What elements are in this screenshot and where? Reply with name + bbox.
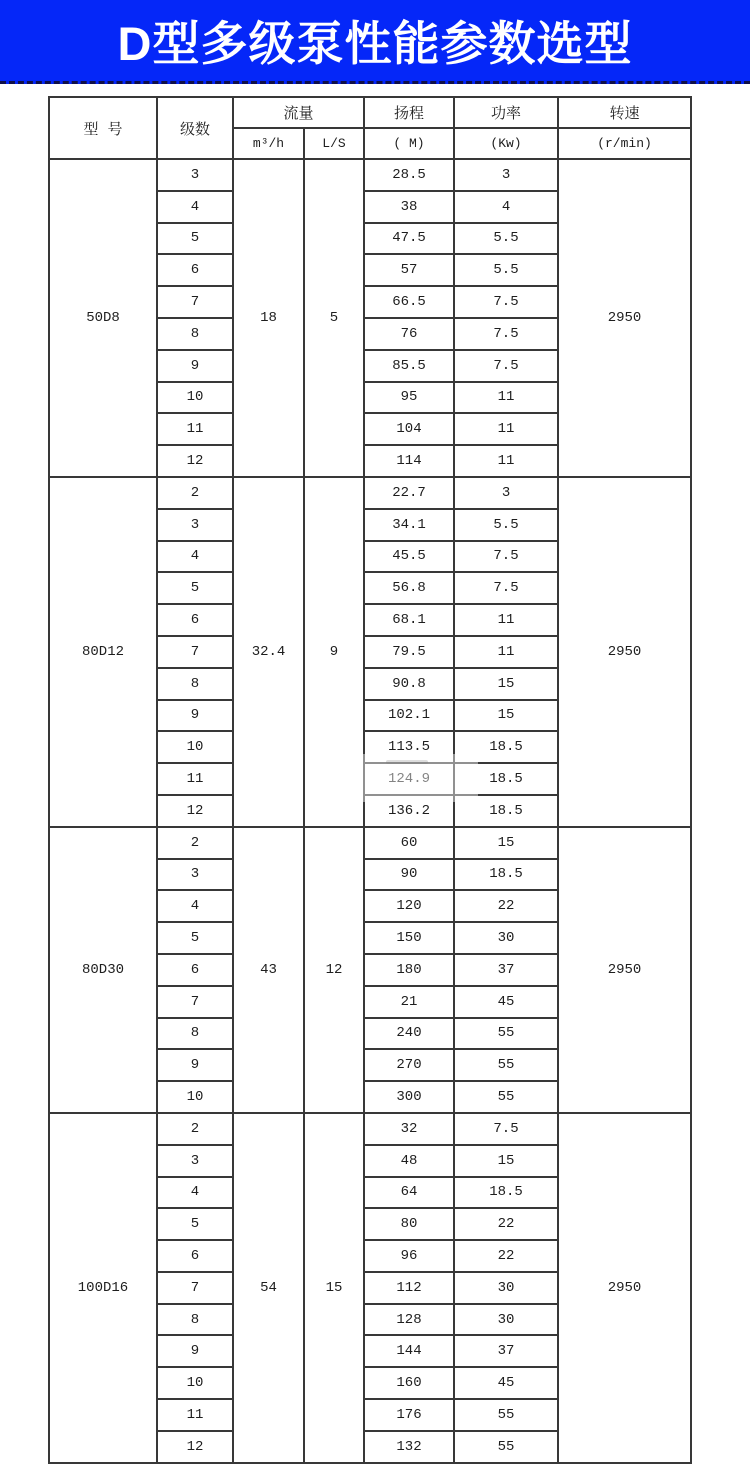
power-cell: 22	[454, 1208, 558, 1240]
power-cell: 3	[454, 477, 558, 509]
head-cell: 270	[364, 1049, 454, 1081]
head-cell: 32	[364, 1113, 454, 1145]
stage-cell: 7	[157, 636, 233, 668]
power-cell: 37	[454, 954, 558, 986]
power-cell: 37	[454, 1335, 558, 1367]
stage-cell: 12	[157, 795, 233, 827]
stage-cell: 4	[157, 1177, 233, 1209]
head-cell: 45.5	[364, 541, 454, 573]
stage-cell: 10	[157, 1367, 233, 1399]
head-cell: 180	[364, 954, 454, 986]
head-cell: 79.5	[364, 636, 454, 668]
head-cell: 28.5	[364, 159, 454, 191]
head-cell: 160	[364, 1367, 454, 1399]
model-cell: 100D16	[49, 1113, 157, 1463]
speed-cell: 2950	[558, 159, 691, 477]
stage-cell: 5	[157, 572, 233, 604]
speed-cell: 2950	[558, 1113, 691, 1463]
power-cell: 30	[454, 922, 558, 954]
spec-table-header	[49, 97, 691, 159]
head-cell: 66.5	[364, 286, 454, 318]
stage-cell: 6	[157, 604, 233, 636]
model-cell: 50D8	[49, 159, 157, 477]
power-cell: 7.5	[454, 541, 558, 573]
power-cell: 45	[454, 1367, 558, 1399]
power-cell: 7.5	[454, 286, 558, 318]
stage-cell: 7	[157, 286, 233, 318]
power-cell: 55	[454, 1431, 558, 1463]
power-cell: 5.5	[454, 254, 558, 286]
table-row	[49, 159, 691, 191]
stage-cell: 3	[157, 859, 233, 891]
head-cell: 21	[364, 986, 454, 1018]
head-cell: 85.5	[364, 350, 454, 382]
stage-cell: 10	[157, 1081, 233, 1113]
head-cell: 136.2	[364, 795, 454, 827]
power-cell: 30	[454, 1304, 558, 1336]
stage-cell: 7	[157, 986, 233, 1018]
stage-cell: 11	[157, 413, 233, 445]
stage-cell: 4	[157, 191, 233, 223]
head-cell: 102.1	[364, 700, 454, 732]
table-row	[49, 477, 691, 509]
power-cell: 22	[454, 890, 558, 922]
header-row-1	[49, 97, 691, 128]
head-cell: 57	[364, 254, 454, 286]
power-cell: 3	[454, 159, 558, 191]
head-cell: 114	[364, 445, 454, 477]
power-cell: 15	[454, 668, 558, 700]
head-cell: 104	[364, 413, 454, 445]
power-cell: 45	[454, 986, 558, 1018]
header-model: 型 号	[49, 97, 157, 159]
stage-cell: 9	[157, 1335, 233, 1367]
head-cell: 47.5	[364, 223, 454, 255]
stage-cell: 4	[157, 890, 233, 922]
power-cell: 15	[454, 827, 558, 859]
stage-cell: 2	[157, 1113, 233, 1145]
stage-cell: 10	[157, 731, 233, 763]
head-cell: 90.8	[364, 668, 454, 700]
stage-cell: 9	[157, 1049, 233, 1081]
head-cell: 90	[364, 859, 454, 891]
header-stages: 级数	[157, 97, 233, 159]
flow-m3h-cell: 54	[233, 1113, 304, 1463]
power-cell: 55	[454, 1081, 558, 1113]
stage-cell: 12	[157, 445, 233, 477]
power-cell: 11	[454, 445, 558, 477]
page-title: D型多级泵性能参数选型	[117, 17, 633, 70]
head-cell: 68.1	[364, 604, 454, 636]
power-cell: 7.5	[454, 572, 558, 604]
pump-spec-table	[48, 96, 692, 1464]
flow-ls-cell: 9	[304, 477, 364, 827]
head-cell: 96	[364, 1240, 454, 1272]
flow-ls-cell: 12	[304, 827, 364, 1113]
head-cell: 300	[364, 1081, 454, 1113]
power-cell: 11	[454, 604, 558, 636]
head-cell: 38	[364, 191, 454, 223]
head-cell: 132	[364, 1431, 454, 1463]
head-cell: 150	[364, 922, 454, 954]
model-cell: 80D30	[49, 827, 157, 1113]
power-cell: 55	[454, 1049, 558, 1081]
stage-cell: 8	[157, 1304, 233, 1336]
stage-cell: 2	[157, 477, 233, 509]
power-cell: 18.5	[454, 763, 558, 795]
power-cell: 11	[454, 382, 558, 414]
head-cell: 56.8	[364, 572, 454, 604]
header-head-unit: ( M)	[364, 128, 454, 159]
power-cell: 11	[454, 636, 558, 668]
power-cell: 5.5	[454, 509, 558, 541]
head-cell: 64	[364, 1177, 454, 1209]
header-flow-m3h-unit: m³/h	[233, 128, 304, 159]
stage-cell: 6	[157, 954, 233, 986]
stage-cell: 2	[157, 827, 233, 859]
header-flow: 流量	[233, 97, 364, 128]
stage-cell: 9	[157, 700, 233, 732]
stage-cell: 9	[157, 350, 233, 382]
stage-cell: 5	[157, 223, 233, 255]
power-cell: 18.5	[454, 859, 558, 891]
head-cell: 95	[364, 382, 454, 414]
stage-cell: 11	[157, 763, 233, 795]
header-power: 功率	[454, 97, 558, 128]
stage-cell: 4	[157, 541, 233, 573]
stage-cell: 8	[157, 318, 233, 350]
head-cell: 76	[364, 318, 454, 350]
flow-ls-cell: 5	[304, 159, 364, 477]
head-cell: 176	[364, 1399, 454, 1431]
table-row	[49, 827, 691, 859]
power-cell: 18.5	[454, 1177, 558, 1209]
head-cell: 113.5	[364, 731, 454, 763]
stage-cell: 7	[157, 1272, 233, 1304]
spec-table-body	[49, 159, 691, 1463]
stage-cell: 3	[157, 159, 233, 191]
stage-cell: 11	[157, 1399, 233, 1431]
power-cell: 7.5	[454, 1113, 558, 1145]
head-cell: 48	[364, 1145, 454, 1177]
header-power-unit: (Kw)	[454, 128, 558, 159]
power-cell: 7.5	[454, 350, 558, 382]
header-speed: 转速	[558, 97, 691, 128]
header-speed-unit: (r/min)	[558, 128, 691, 159]
stage-cell: 5	[157, 922, 233, 954]
head-cell: 60	[364, 827, 454, 859]
power-cell: 18.5	[454, 795, 558, 827]
head-cell: 34.1	[364, 509, 454, 541]
power-cell: 55	[454, 1018, 558, 1050]
stage-cell: 5	[157, 1208, 233, 1240]
flow-m3h-cell: 32.4	[233, 477, 304, 827]
title-banner	[0, 0, 750, 84]
head-cell: 144	[364, 1335, 454, 1367]
power-cell: 7.5	[454, 318, 558, 350]
power-cell: 15	[454, 1145, 558, 1177]
stage-cell: 12	[157, 1431, 233, 1463]
table-row	[49, 1113, 691, 1145]
header-head: 扬程	[364, 97, 454, 128]
power-cell: 22	[454, 1240, 558, 1272]
speed-cell: 2950	[558, 477, 691, 827]
spec-table-container	[48, 96, 692, 1464]
stage-cell: 6	[157, 254, 233, 286]
stage-cell: 8	[157, 668, 233, 700]
power-cell: 18.5	[454, 731, 558, 763]
head-cell: 80	[364, 1208, 454, 1240]
head-cell: 128	[364, 1304, 454, 1336]
stage-cell: 8	[157, 1018, 233, 1050]
power-cell: 15	[454, 700, 558, 732]
flow-m3h-cell: 43	[233, 827, 304, 1113]
head-cell: 240	[364, 1018, 454, 1050]
flow-m3h-cell: 18	[233, 159, 304, 477]
stage-cell: 6	[157, 1240, 233, 1272]
stage-cell: 3	[157, 1145, 233, 1177]
head-cell: 22.7	[364, 477, 454, 509]
head-cell: 124.9	[364, 763, 454, 795]
stage-cell: 3	[157, 509, 233, 541]
power-cell: 5.5	[454, 223, 558, 255]
stage-cell: 10	[157, 382, 233, 414]
speed-cell: 2950	[558, 827, 691, 1113]
power-cell: 4	[454, 191, 558, 223]
power-cell: 30	[454, 1272, 558, 1304]
model-cell: 80D12	[49, 477, 157, 827]
flow-ls-cell: 15	[304, 1113, 364, 1463]
head-cell: 120	[364, 890, 454, 922]
power-cell: 11	[454, 413, 558, 445]
head-cell: 112	[364, 1272, 454, 1304]
header-flow-ls-unit: L/S	[304, 128, 364, 159]
power-cell: 55	[454, 1399, 558, 1431]
